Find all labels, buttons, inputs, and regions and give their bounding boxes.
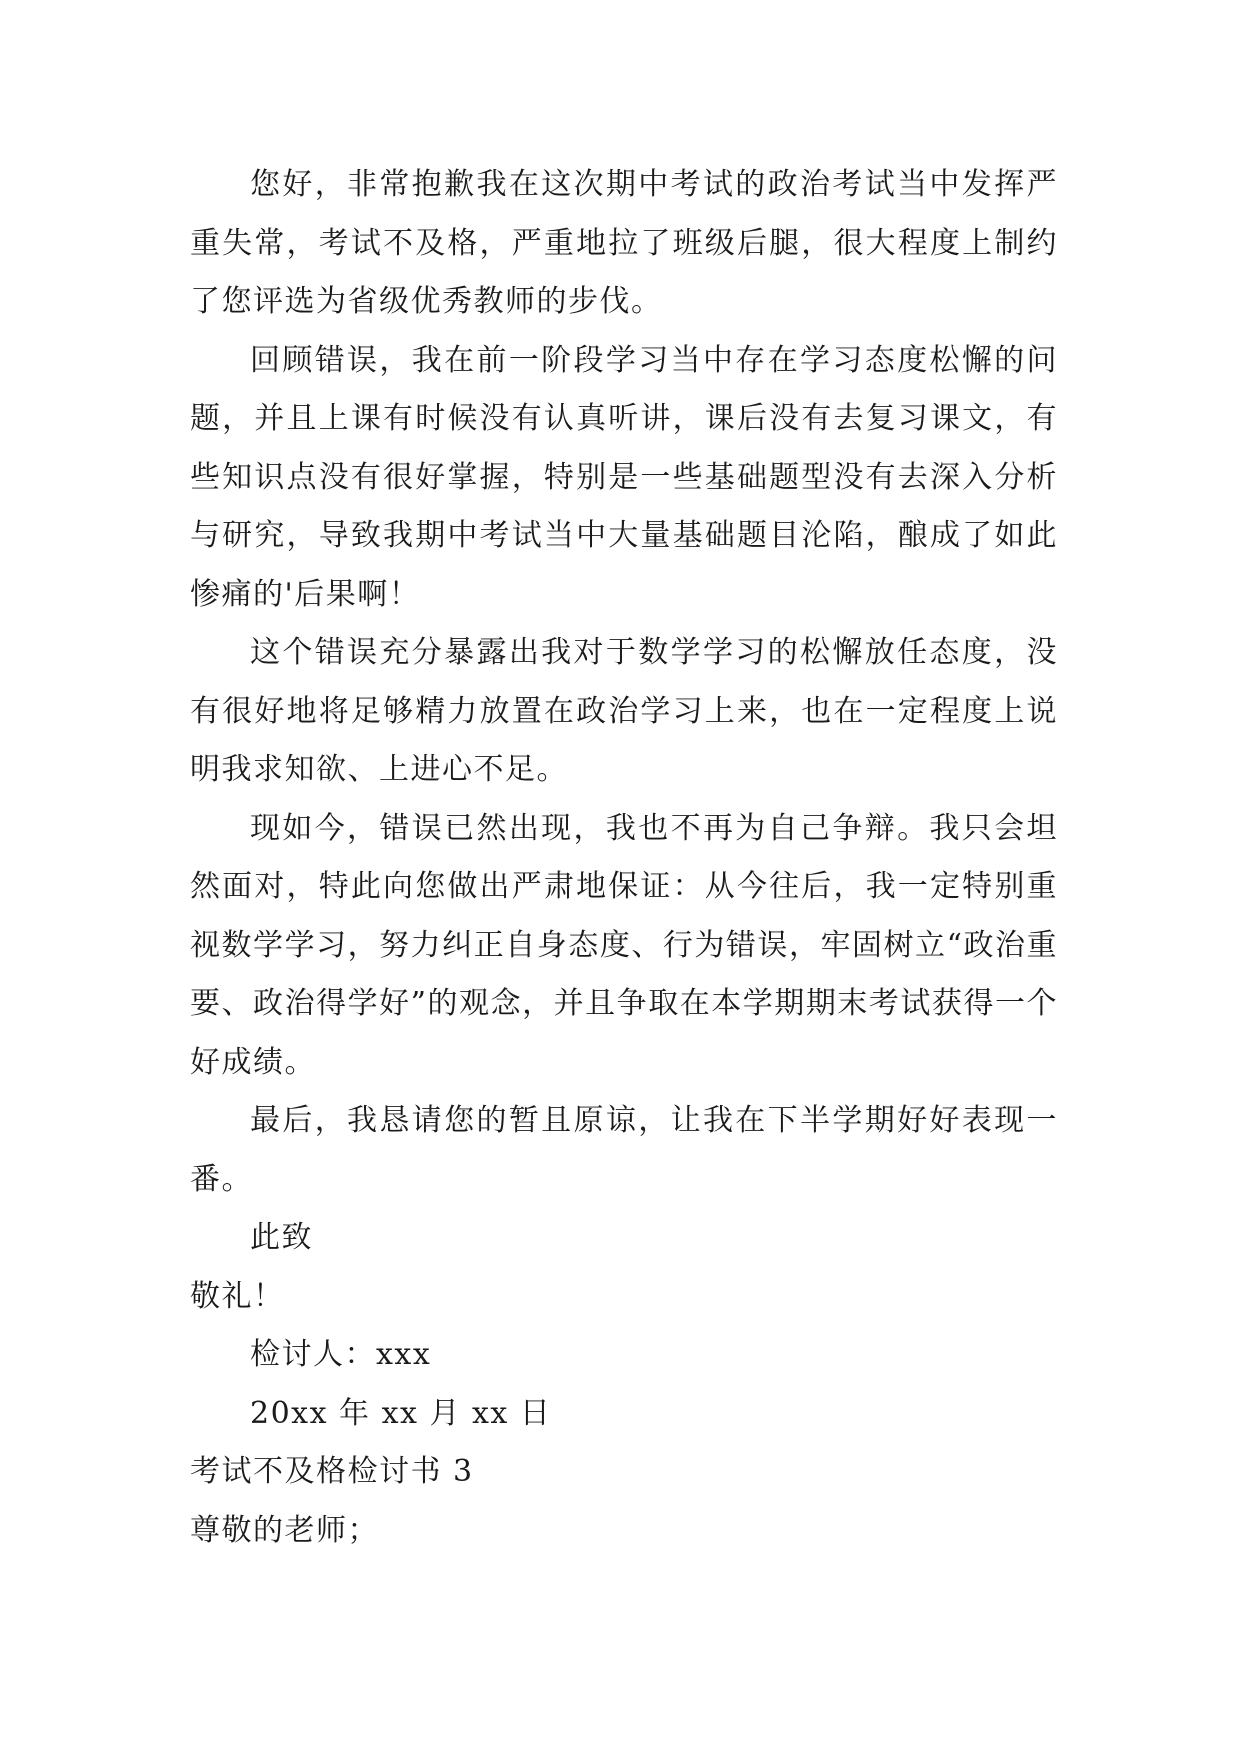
- greeting: 尊敬的老师；: [190, 1512, 379, 1548]
- closing-salutation: 此致: [250, 1220, 313, 1255]
- paragraph-apology: 您好，非常抱歉我在这次期中考试的政治考试当中发挥严重失常，考试不及格，严重地拉了班级后腿，很大程度上制约了您评选为省级优秀教师的步伐。: [190, 167, 1058, 319]
- paragraph-closing-request: 最后，我恳请您的暂且原谅，让我在下半学期好好表现一番。: [190, 1103, 1058, 1197]
- section-heading: 考试不及格检讨书 3: [190, 1454, 474, 1489]
- signature-date: 20xx 年 xx 月 xx 日: [250, 1395, 552, 1431]
- paragraph-promise: 现如今，错误已然出现，我也不再为自己争辩。我只会坦然面对，特此向您做出严肃地保证：从今往后，我一定特别重视数学学习，努力纠正自身态度、行为错误，牢固树立“政治重要、政治得学好”的观念，并且争取在本学期期末考试获得一个好成绩。: [190, 810, 1058, 1080]
- document-body: [190, 156, 1058, 1560]
- closing-regards: 敬礼！: [190, 1278, 285, 1314]
- paragraph-review-mistakes: 回顾错误，我在前一阶段学习当中存在学习态度松懈的问题，并且上课有时候没有认真听讲，课后没有去复习课文，有些知识点没有很好掌握，特别是一些基础题型没有去深入分析与研究，导致我期中考试当中大量基础题目沦陷，酿成了如此惨痛的'后果啊！: [190, 342, 1058, 612]
- signature-author: 检讨人：xxx: [250, 1337, 432, 1372]
- paragraph-attitude: 这个错误充分暴露出我对于数学学习的松懈放任态度，没有很好地将足够精力放置在政治学习上来，也在一定程度上说明我求知欲、上进心不足。: [190, 635, 1058, 787]
